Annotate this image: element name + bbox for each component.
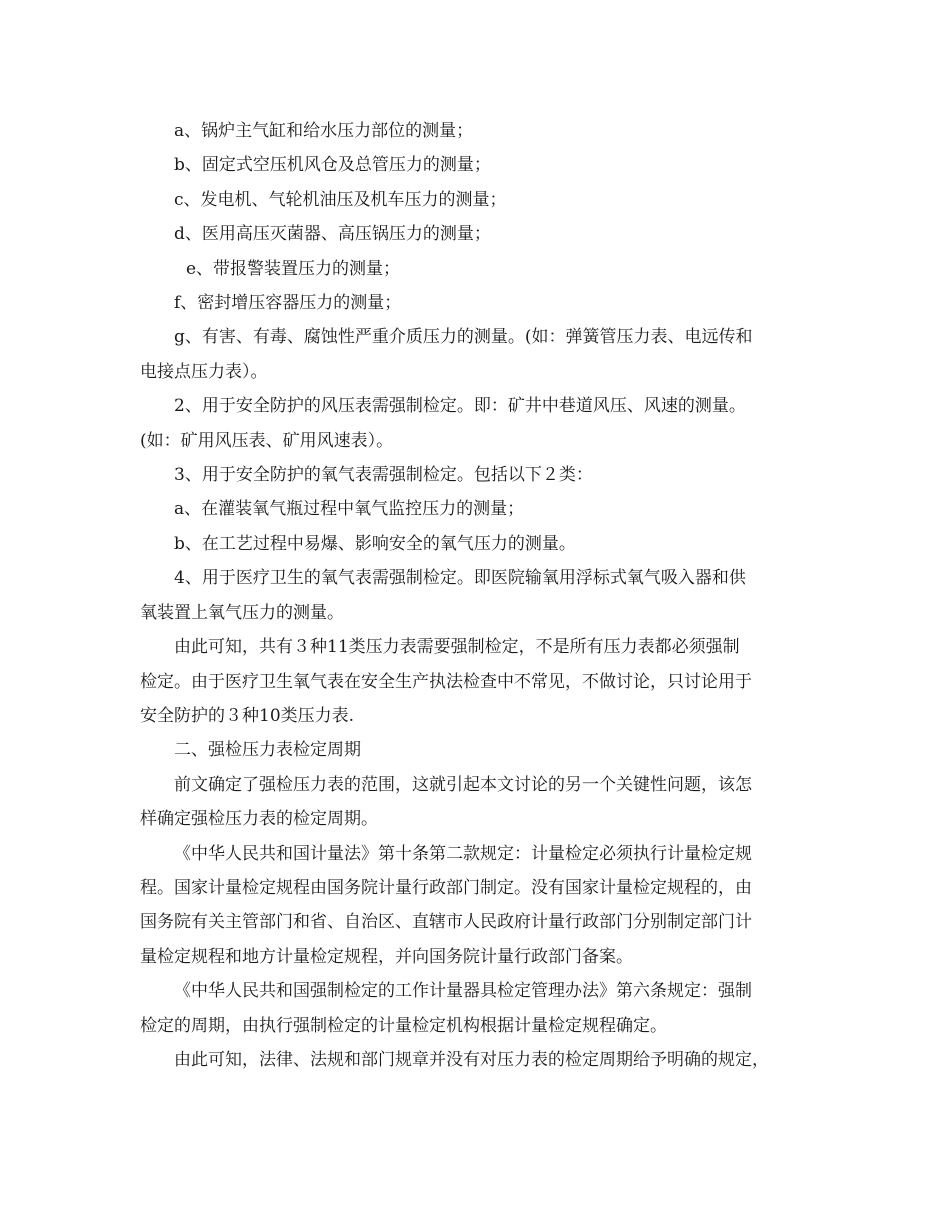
text-line: 电接点压力表）。 [140, 361, 268, 382]
paragraph-p6 [140, 286, 816, 320]
paragraph-p9 [140, 458, 816, 492]
text-line: a、在灌装氧气瓶过程中氧气监控压力的测量； [174, 499, 525, 520]
paragraph-p14 [140, 733, 816, 767]
text-line: b、在工艺过程中易爆、影响安全的氧气压力的测量。 [174, 533, 576, 554]
paragraph-p8 [140, 389, 816, 458]
text-line: d、医用高压灭菌器、高压锅压力的测量； [174, 224, 491, 245]
paragraph-p16 [140, 837, 816, 975]
paragraph-p17 [140, 974, 816, 1043]
text-line: 量检定规程和地方计量检定规程，并向国务院计量行政部门备案。 [140, 946, 633, 967]
paragraph-p13 [140, 630, 816, 733]
paragraph-p2 [140, 148, 816, 182]
paragraph-p12 [140, 561, 816, 630]
text-line: f、密封增压容器压力的测量； [174, 293, 402, 314]
text-line: 《中华人民共和国计量法》第十条第二款规定：计量检定必须执行计量检定规 [174, 843, 752, 864]
text-line: 程。国家计量检定规程由国务院计量行政部门制定。没有国家计量检定规程的，由 [140, 877, 752, 898]
text-line: e、带报警装置压力的测量； [186, 258, 401, 279]
text-line: 由此可知，共有３种11类压力表需要强制检定，不是所有压力表都必须强制 [174, 637, 740, 658]
paragraph-p11 [140, 527, 816, 561]
paragraph-p5 [140, 252, 816, 286]
text-line: 样确定强检压力表的检定周期。 [140, 809, 378, 830]
paragraph-p3 [140, 183, 816, 217]
text-line: 由此可知，法律、法规和部门规章并没有对压力表的检定周期给予明确的规定， [174, 1049, 769, 1070]
text-line: c、发电机、气轮机油压及机车压力的测量； [174, 189, 507, 210]
paragraph-p7 [140, 320, 816, 389]
text-line: a、锅炉主气缸和给水压力部位的测量； [174, 121, 474, 141]
text-line: (如：矿用风压表、矿用风速表）。 [140, 430, 394, 451]
text-line: 检定。由于医疗卫生氧气表在安全生产执法检查中不常见，不做讨论，只讨论用于 [140, 671, 752, 692]
text-line: 前文确定了强检压力表的范围，这就引起本文讨论的另一个关键性问题，该怎 [174, 774, 752, 795]
text-line: 《中华人民共和国强制检定的工作计量器具检定管理办法》第六条规定：强制 [174, 981, 752, 1002]
paragraph-p4 [140, 217, 816, 251]
paragraph-p1 [140, 114, 816, 148]
text-line: 3、用于安全防护的氧气表需强制检定。包括以下２类： [174, 465, 593, 486]
text-line: 国务院有关主管部门和省、自治区、直辖市人民政府计量行政部门分别制定部门计 [140, 912, 752, 933]
paragraph-p18 [140, 1043, 816, 1077]
text-line: b、固定式空压机风仓及总管压力的测量； [174, 155, 491, 176]
text-line: 二、强检压力表检定周期 [174, 740, 361, 761]
text-line: 4、用于医疗卫生的氧气表需强制检定。即医院输氧用浮标式氧气吸入器和供 [174, 568, 746, 589]
text-line: g、有害、有毒、腐蚀性严重介质压力的测量。(如：弹簧管压力表、电远传和 [174, 327, 753, 348]
text-line: 安全防护的３种10类压力表. [140, 705, 355, 726]
text-line: 氧装置上氧气压力的测量。 [140, 602, 344, 623]
document-body [140, 114, 816, 1077]
paragraph-p10 [140, 492, 816, 526]
text-line: 检定的周期，由执行强制检定的计量检定机构根据计量检定规程确定。 [140, 1015, 667, 1036]
text-line: 2、用于安全防护的风压表需强制检定。即：矿井中巷道风压、风速的测量。 [174, 396, 746, 417]
paragraph-p15 [140, 768, 816, 837]
